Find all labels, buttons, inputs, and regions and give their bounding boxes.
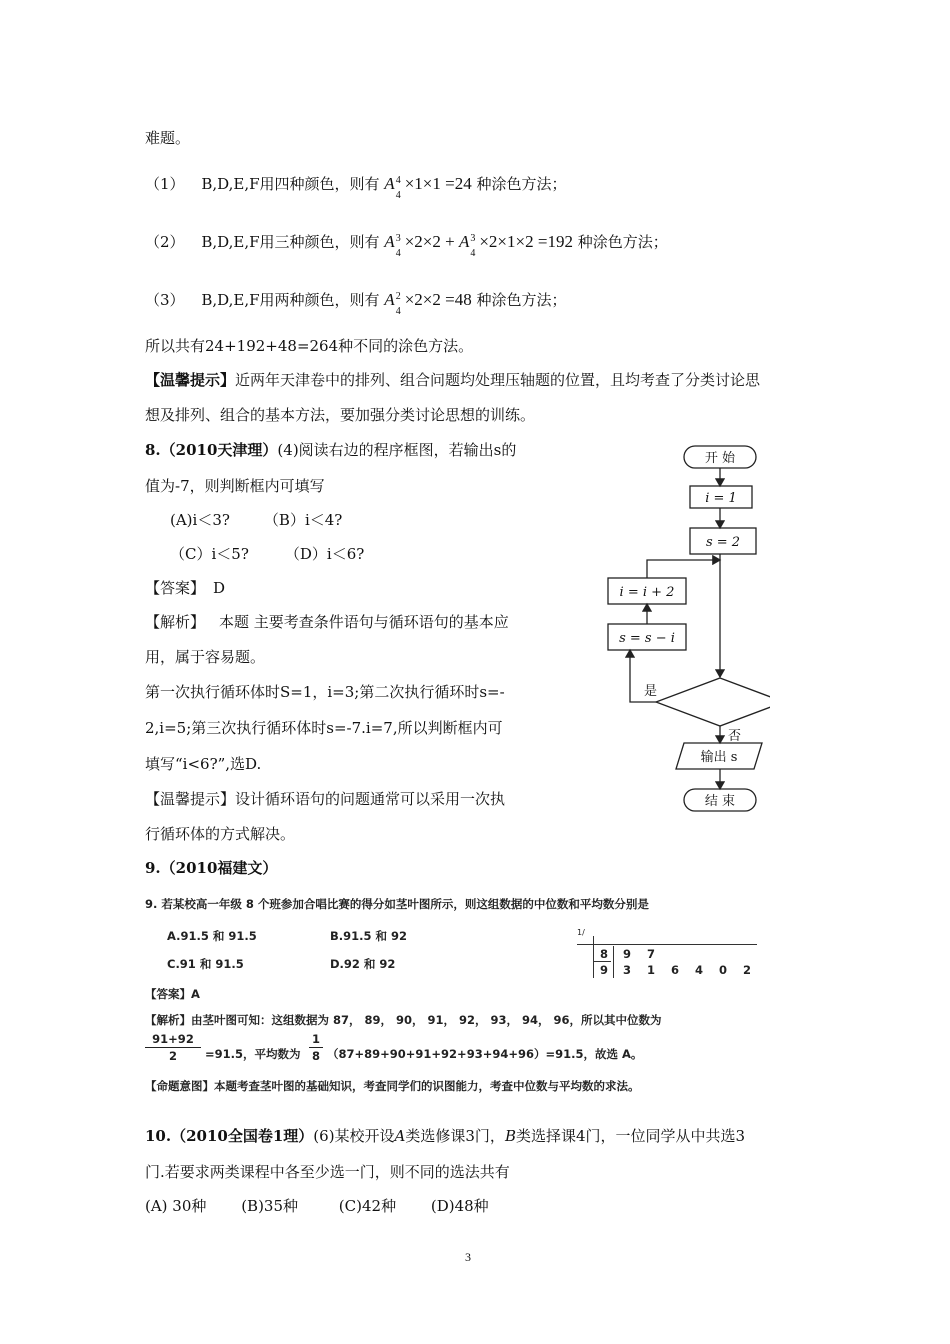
q10-options: [145, 1196, 489, 1216]
q8-option-a: (A)i＜3?: [170, 511, 230, 529]
end-label: 结 束: [704, 794, 736, 809]
decision-diamond: [656, 678, 770, 726]
q8-line1: 8.（2010天津理）(4)阅读右边的程序框图，若输出s的: [145, 441, 517, 459]
init-s-label: s = 2: [705, 535, 741, 550]
case-3-math: A 2 4 ×2×2 =48: [384, 290, 472, 318]
q8-tip1: 【温馨提示】设计循环语句的问题通常可以采用一次执: [145, 790, 506, 808]
q10-option-b: (B)35种: [241, 1197, 299, 1215]
fraction-mean: 1 8: [309, 1032, 323, 1063]
q8-option-b: （B）i＜4?: [263, 511, 343, 529]
q10-option-c: (C)42种: [338, 1197, 397, 1215]
case-2-text: B,D,E,F用三种颜色，则有: [201, 233, 380, 251]
q9-option-c: C.91 和 91.5: [167, 957, 244, 971]
update-s-label: s = s − i: [619, 631, 675, 646]
q10-option-d: (D)48种: [430, 1197, 489, 1215]
q8-title: 8.（2010天津理）: [145, 441, 278, 459]
q9-option-d: D.92 和 92: [330, 957, 396, 971]
q8-line2: 值为-7，则判断框内可填写: [145, 477, 325, 495]
case-2-tail: 种涂色方法；: [577, 233, 668, 251]
case-1-tail: 种涂色方法；: [476, 175, 567, 193]
q8-answer: 【答案】 D: [145, 579, 226, 597]
case-2-index: （2）: [145, 233, 185, 251]
stem-leaf-bar-1: [593, 936, 594, 978]
q10-line1: 10.（2010全国卷1理）(6)某校开设A类选修课3门，B类选择课4门，一位同学从中共选3: [145, 1127, 746, 1145]
tip-tag: 【温馨提示】: [145, 371, 236, 389]
q9-title: 9.（2010福建文）: [145, 859, 278, 877]
q8-analysis3: 第一次执行循环体时S=1，i=3;第二次执行循环时s=-: [145, 683, 505, 701]
output-label: 输出 s: [700, 750, 738, 765]
init-i-label: i = 1: [705, 491, 737, 506]
leaf: 6: [671, 963, 680, 977]
yes-label: 是: [644, 684, 658, 699]
q8-options-cd: [170, 544, 364, 564]
q8-analysis1: 【解析】 本题 主要考查条件语句与循环语句的基本应: [145, 613, 509, 631]
q9-scanned-block: [145, 888, 760, 1098]
q8-option-d: （D）i＜6?: [284, 545, 365, 563]
case-1-text: B,D,E,F用四种颜色，则有: [201, 175, 380, 193]
q9-median-text: =91.5，平均数为: [205, 1047, 301, 1061]
case-3-tail: 种涂色方法；: [476, 291, 567, 309]
leaf: 7: [647, 947, 656, 961]
stem-leaf-rule: [577, 944, 757, 945]
stem-leaf-bar-2: [613, 946, 614, 978]
q9-option-a: A.91.5 和 91.5: [167, 929, 257, 943]
leaf: 2: [743, 963, 752, 977]
q10-title: 10.（2010全国卷1理）: [145, 1127, 314, 1145]
stem-8: 8: [600, 947, 609, 961]
q8-analysis4: 2,i=5;第三次执行循环体时s=-7.i=7,所以判断框内可: [145, 719, 503, 737]
q8-analysis2: 用，属于容易题。: [145, 648, 266, 666]
case-1: [145, 174, 567, 202]
case-3: [145, 290, 567, 318]
q9-question: 9. 若某校高一年级 8 个班参加合唱比赛的得分如茎叶图所示，则这组数据的中位数和平均数分别是: [145, 897, 649, 911]
intro-line: 难题。: [145, 129, 191, 147]
q10-option-a: (A) 30种: [145, 1197, 207, 1215]
no-label: 否: [728, 729, 742, 744]
case-1-index: （1）: [145, 175, 185, 193]
fraction-median: 91+92 2: [145, 1032, 201, 1063]
stem-leaf-sep: [593, 961, 611, 962]
q9-mean-text: （87+89+90+91+92+93+94+96）=91.5，故选 A。: [327, 1047, 643, 1061]
stem-9: 9: [600, 963, 609, 977]
q8-tip2: 行循环体的方式解决。: [145, 825, 296, 843]
case-3-index: （3）: [145, 291, 185, 309]
update-i-label: i = i + 2: [619, 585, 675, 600]
q9-option-b: B.91.5 和 92: [330, 929, 408, 943]
leaf: 1: [647, 963, 656, 977]
case-1-math: A 4 4 ×1×1 =24: [384, 174, 472, 202]
tip1-line1: 【温馨提示】近两年天津卷中的排列、组合问题均处理压轴题的位置，且均考查了分类讨论思: [145, 371, 761, 389]
page-number: 3: [465, 1250, 471, 1264]
tip1-line2: 想及排列、组合的基本方法，要加强分类讨论思想的训练。: [145, 406, 536, 424]
q8-option-c: （C）i＜5?: [170, 545, 249, 563]
flowchart: [600, 440, 770, 820]
stem-leaf-label: 1/: [577, 928, 585, 937]
q10-line2: 门.若要求两类课程中各至少选一门，则不同的选法共有: [145, 1163, 510, 1181]
leaf: 0: [719, 963, 728, 977]
start-label: 开 始: [704, 451, 736, 466]
q9-analysis: 【解析】由茎叶图可知：这组数据为 87， 89， 90， 91， 92， 93， 94， 96，所以其中位数为: [145, 1013, 662, 1027]
summary-line: 所以共有24+192+48=264种不同的涂色方法。: [145, 337, 474, 355]
q9-intent: 【命题意图】本题考查茎叶图的基础知识，考查同学们的识图能力，考查中位数与平均数的求法。: [145, 1079, 640, 1093]
case-2: [145, 232, 668, 260]
leaf: 4: [695, 963, 704, 977]
leaf: 3: [623, 963, 632, 977]
q8-analysis5: 填写“i<6?”,选D.: [145, 755, 262, 773]
case-3-text: B,D,E,F用两种颜色，则有: [201, 291, 380, 309]
case-2-math: A 3 4 ×2×2 + A 3 4 ×2×1×2 =192: [384, 232, 573, 260]
q8-options-ab: [170, 510, 342, 530]
leaf: 9: [623, 947, 632, 961]
q9-answer: 【答案】A: [145, 987, 200, 1001]
